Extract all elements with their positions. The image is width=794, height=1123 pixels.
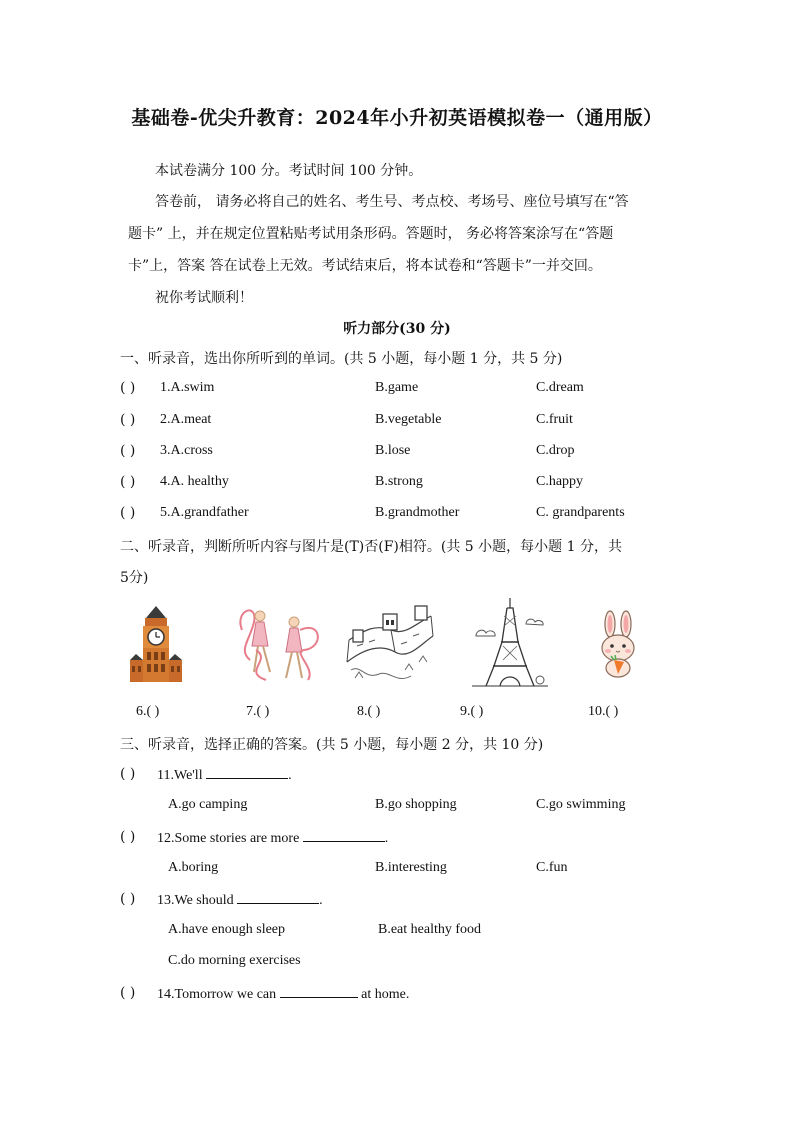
part1-heading: 一、听录音，选出你所听到的单词。(共 5 小题，每小题 1 分，共 5 分) [120,351,563,367]
big-ben-icon [128,604,184,684]
question-stem [157,766,292,784]
option-c: C.happy [536,474,584,489]
listening-section-title: 听力部分(30 分) [343,321,451,337]
stem-end: . [288,768,292,783]
picture-answer-7[interactable]: 7.( ) [246,704,270,719]
intro-line-5: 祝你考试顺利！ [155,290,253,306]
intro-line-3: 题卡” 上，并在规定位置粘贴考试用条形码。答题时， 务必将答案涂写在“答题 [128,226,614,242]
answer-paren[interactable]: ( ) [120,380,136,396]
option-c: C.drop [536,443,575,458]
option-c: C.fruit [536,412,573,427]
option-b: B.grandmother [375,505,460,520]
fill-blank[interactable] [206,766,288,779]
option-b: B.strong [375,474,423,489]
option-b: B.eat healthy food [378,922,482,937]
answer-paren[interactable]: ( ) [120,443,136,459]
option-a: 4.A. healthy [160,474,229,489]
answer-paren[interactable]: ( ) [120,766,136,782]
part3-heading: 三、听录音，选择正确的答案。(共 5 小题，每小题 2 分，共 10 分) [120,737,544,753]
option-b: B.vegetable [375,412,442,427]
option-c: C. grandparents [536,505,625,520]
stem-end: at home. [357,987,410,1002]
option-c: C.go swimming [536,797,626,812]
answer-paren[interactable]: ( ) [120,891,136,907]
part2-heading: 二、听录音，判断所听内容与图片是(T)否(F)相符。(共 5 小题，每小题 1 分，共 [120,539,622,555]
stem-end: . [384,831,389,846]
intro-line-4: 卡”上，答案 答在试卷上无效。考试结束后，将本试卷和“答题卡”一并交回。 [128,258,602,274]
picture-answer-6[interactable]: 6.( ) [136,704,160,719]
great-wall-icon [345,600,435,688]
intro-line-1: 本试卷满分 100 分。考试时间 100 分钟。 [155,163,423,179]
option-c: C.do morning exercises [168,953,301,968]
eiffel-tower-icon [470,596,550,690]
stem-text: 11.We'll [157,768,203,783]
stem-end: . [319,893,323,908]
option-a: 2.A.meat [160,412,212,427]
answer-paren[interactable]: ( ) [120,829,136,845]
stem-text: 14.Tomorrow we can [157,987,277,1002]
rabbit-icon [594,610,642,678]
answer-paren[interactable]: ( ) [120,985,136,1001]
picture-answer-8[interactable]: 8.( ) [357,704,381,719]
fill-blank[interactable] [303,829,385,842]
ribbon-dancers-icon [232,600,324,686]
question-stem [157,891,323,909]
option-a: A.boring [168,860,219,875]
option-b: B.lose [375,443,411,458]
option-a: A.go camping [168,797,248,812]
option-c: C.dream [536,380,584,395]
question-stem [157,829,388,847]
answer-paren[interactable]: ( ) [120,412,136,428]
option-a: 1.A.swim [160,380,215,395]
picture-answer-9[interactable]: 9.( ) [460,704,484,719]
option-b: B.game [375,380,419,395]
intro-line-2: 答卷前， 请务必将自己的姓名、考生号、考点校、考场号、座位号填写在“答 [155,194,629,210]
fill-blank[interactable] [280,985,358,998]
option-c: C.fun [536,860,568,875]
stem-text: 12.Some stories are more [157,831,300,846]
picture-answer-10[interactable]: 10.( ) [588,704,619,719]
option-a: 3.A.cross [160,443,213,458]
stem-text: 13.We should [157,893,234,908]
option-a: A.have enough sleep [168,922,286,937]
fill-blank[interactable] [237,891,319,904]
page-title: 基础卷-优尖升教育：2024年小升初英语模拟卷一（通用版） [131,107,663,129]
option-a: 5.A.grandfather [160,505,249,520]
answer-paren[interactable]: ( ) [120,474,136,490]
option-b: B.interesting [375,860,447,875]
question-stem [157,985,409,1003]
part2-heading-cont: 5分) [120,570,149,586]
answer-paren[interactable]: ( ) [120,505,136,521]
option-b: B.go shopping [375,797,457,812]
